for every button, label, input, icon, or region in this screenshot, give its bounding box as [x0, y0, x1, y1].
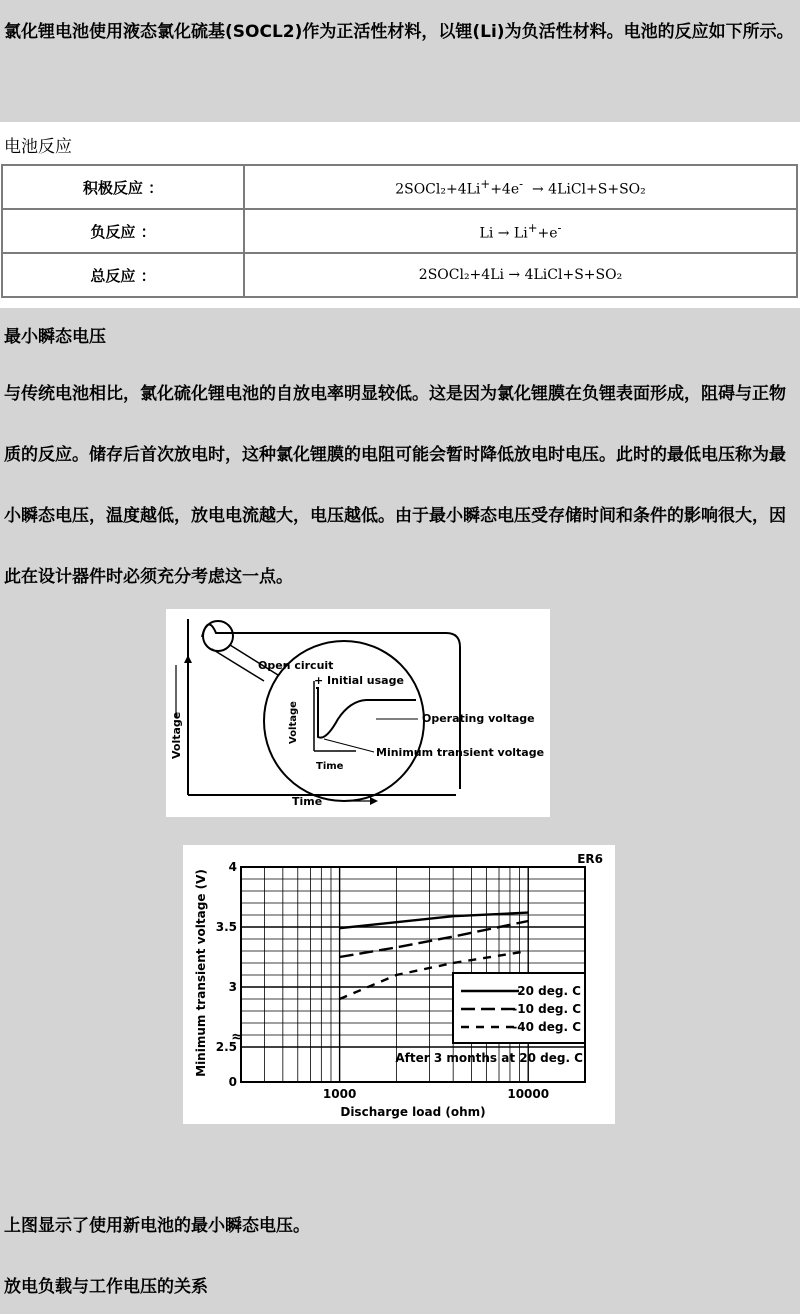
diagram-axis-x-label: Time: [292, 795, 323, 808]
y-tick-label: 4: [228, 860, 237, 874]
section-heading: 最小瞬态电压: [4, 327, 106, 347]
inner-voltage-curve: [316, 688, 416, 738]
legend-label: -10 deg. C: [512, 1002, 581, 1016]
intro-paragraph: 氯化锂电池使用液态氯化硫基(SOCL2)作为正活性材料，以锂(Li)为负活性材料。电池的反应如下所示。: [4, 22, 794, 42]
y-tick-label: 3.5: [215, 920, 237, 934]
section-heading: 放电负载与工作电压的关系: [4, 1277, 208, 1297]
y-tick-label: 0: [228, 1075, 237, 1089]
chart-y-label: Minimum transient voltage (V): [194, 869, 208, 1077]
table-row: [2, 209, 797, 253]
y-tick-label: 3: [228, 980, 237, 994]
transient-voltage-chart: [183, 845, 615, 1124]
diagram-axis-y-label: Voltage: [170, 711, 183, 759]
legend-label: 20 deg. C: [517, 984, 581, 998]
x-arrow: [370, 797, 378, 805]
chart-x-label: Discharge load (ohm): [340, 1105, 486, 1119]
min-transient-pointer: [324, 739, 374, 752]
min-transient-label: Minimum transient voltage: [376, 746, 545, 759]
reaction-label: 负反应 ：: [2, 209, 244, 253]
x-tick-label: 10000: [507, 1087, 550, 1101]
chart-note: After 3 months at 20 deg. C: [395, 1051, 583, 1065]
legend-label: -40 deg. C: [512, 1020, 581, 1034]
chart-svg: [183, 845, 615, 1124]
reaction-table: [1, 164, 798, 298]
reaction-equation: Li → Li++e-: [244, 209, 797, 253]
zoom-circle-small: [203, 621, 233, 651]
voltage-diagram-svg: [166, 609, 550, 817]
zoom-connector: [212, 649, 264, 681]
reaction-equation: 2SOCl₂+4Li → 4LiCl+S+SO₂: [244, 253, 797, 297]
reaction-equation: 2SOCl₂+4Li++4e- → 4LiCl+S+SO₂: [244, 165, 797, 209]
x-tick-label: 1000: [322, 1087, 357, 1101]
reaction-title: 电池反应: [4, 137, 72, 157]
table-row: [2, 165, 797, 209]
y-arrow: [184, 655, 192, 663]
operating-voltage-label: Operating voltage: [422, 712, 535, 725]
section-paragraph: 与传统电池相比，氯化硫化锂电池的自放电率明显较低。这是因为氯化锂膜在负锂表面形成，阻碍与正物质的反应。储存后首次放电时，这种氯化锂膜的电阻可能会暂时降低放电时电压。此时的最低电压称为最小瞬态电压，温度越低，放电电流越大，电压越低。由于最小瞬态电压受存储时间和条件的影响很大，因此在设计器件时必须充分考虑这一点。: [4, 384, 786, 587]
chart-title: ER6: [577, 852, 603, 866]
figure-caption: 上图显示了使用新电池的最小瞬态电压。: [4, 1216, 310, 1236]
reaction-label: 总反应 ：: [2, 253, 244, 297]
y-tick-label: 2.5: [215, 1040, 237, 1054]
inner-x-label: Time: [316, 761, 344, 772]
axis-break-icon: ≈: [231, 1029, 243, 1045]
reaction-label: 积极反应 ：: [2, 165, 244, 209]
table-row: [2, 253, 797, 297]
inner-y-label: Voltage: [288, 701, 299, 744]
open-circuit-label: Open circuit: [258, 659, 334, 672]
voltage-diagram: [166, 609, 550, 817]
initial-usage-label: + Initial usage: [314, 674, 404, 687]
